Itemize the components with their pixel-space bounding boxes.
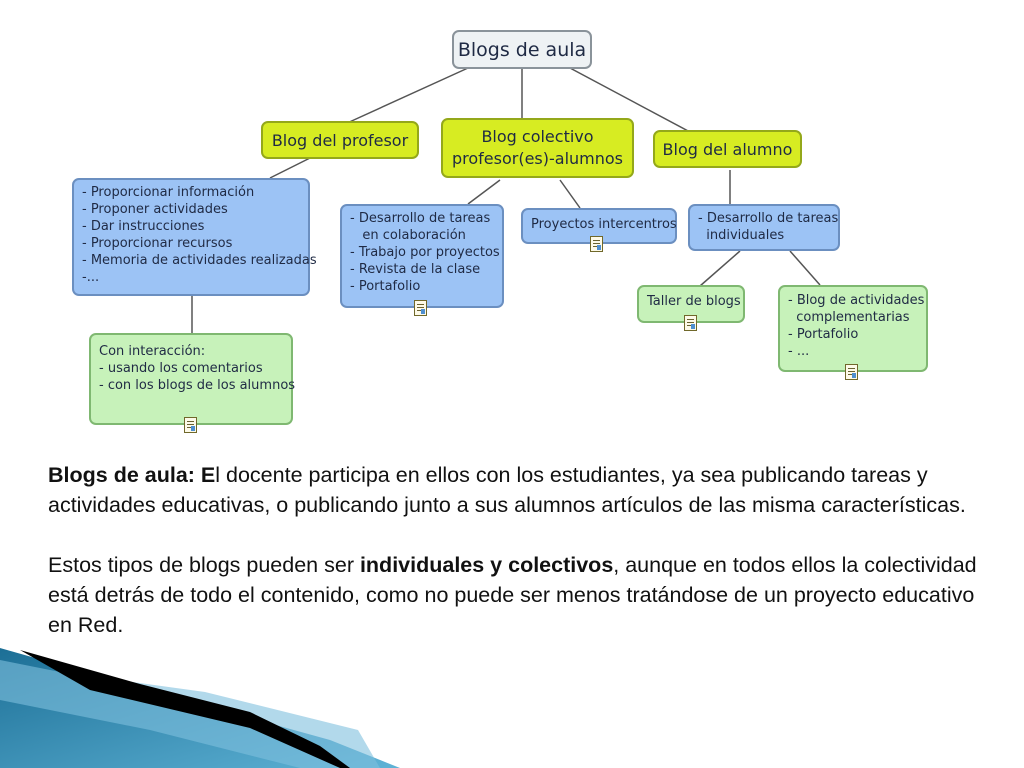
list-item: - Trabajo por proyectos [350, 245, 500, 260]
root-label: Blogs de aula [457, 38, 587, 61]
p2-start: Estos tipos de blogs pueden ser [48, 553, 360, 577]
list-item: Con interacción: [99, 344, 206, 359]
p2-bold: individuales y colectivos [359, 553, 614, 577]
body-text [48, 460, 988, 670]
collective-blog-label: Blog colectivo profesor(es)-alumnos [451, 127, 624, 168]
list-item: - Dar instrucciones [82, 219, 205, 234]
list-item: Taller de blogs [647, 294, 741, 309]
list-item: - Proporcionar recursos [82, 236, 233, 251]
teacher-blog-label: Blog del profesor [271, 130, 409, 150]
list-item: - con los blogs de los alumnos [99, 378, 296, 393]
list-item: - Desarrollo de tareas [698, 211, 839, 226]
list-item: - Portafolio [350, 279, 421, 294]
list-item: - Blog de actividades [788, 293, 925, 308]
list-item: - Portafolio [788, 327, 859, 342]
student-blog-label: Blog del alumno [662, 139, 793, 159]
list-item: - Proporcionar información [82, 185, 255, 200]
p2-end: , aunque en todos ellos la colectividad está detrás de todo el contenido, como no puede ser menos tratándose de un proyecto educativo en Red. [48, 553, 977, 637]
list-item: - Memoria de actividades realizadas [82, 253, 317, 268]
list-item: - ... [788, 344, 810, 359]
list-item: complementarias [788, 310, 910, 325]
list-item: - Desarrollo de tareas [350, 211, 491, 226]
p1-rest: l docente participa en ellos con los estudiantes, ya sea publicando tareas y actividades educativas, o publicando junto a sus alumnos artículos de las misma características. [48, 463, 966, 517]
list-item: en colaboración [350, 228, 466, 243]
list-item: individuales [698, 228, 785, 243]
list-item: -... [82, 270, 100, 285]
paragraph-2 [48, 550, 988, 640]
list-item: - usando los comentarios [99, 361, 263, 376]
list-item: - Revista de la clase [350, 262, 481, 277]
paragraph-1 [48, 460, 988, 520]
list-item: Proyectos intercentros [531, 217, 677, 232]
list-item: - Proponer actividades [82, 202, 228, 217]
p1-bold: Blogs de aula: E [48, 463, 216, 487]
